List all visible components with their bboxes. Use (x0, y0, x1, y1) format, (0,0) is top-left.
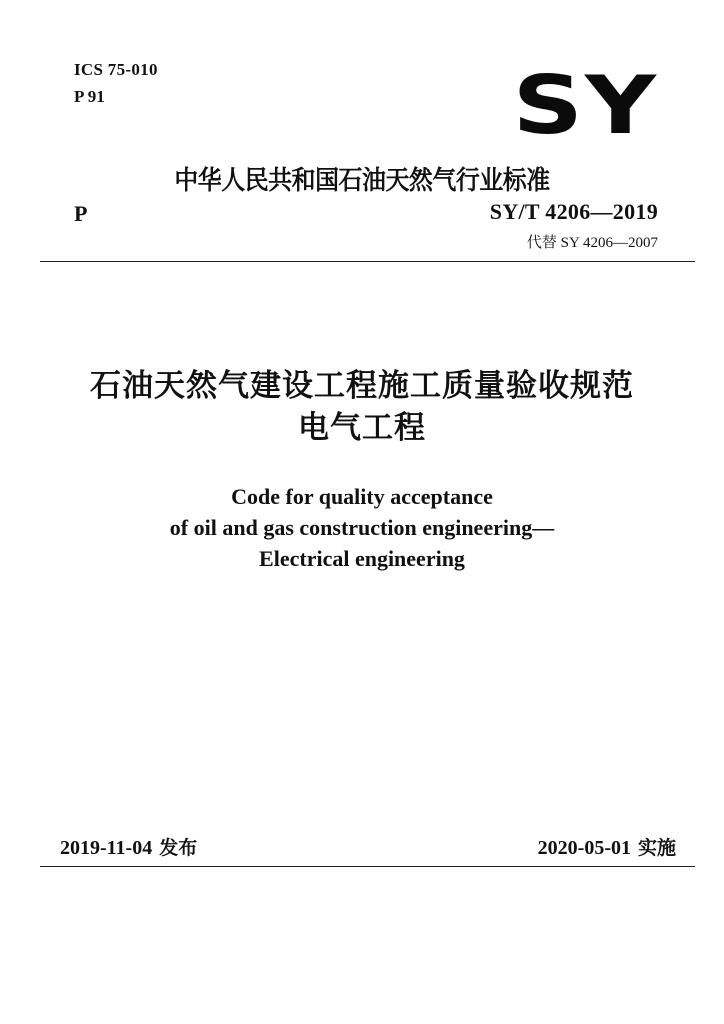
sy-logo: SY (512, 59, 658, 153)
implement-label: 实施 (637, 837, 676, 859)
industry-standard-heading (0, 160, 724, 197)
bottom-divider (40, 866, 695, 867)
classification-code: P 91 (74, 87, 105, 106)
replaces-standard: 代替 SY 4206—2007 (526, 235, 658, 251)
english-title-line-3: Electrical engineering (259, 546, 465, 571)
english-title-line-1: Code for quality acceptance (231, 484, 493, 509)
industry-standard-text: 中华人民共和国石油天然气行业标准 (174, 166, 550, 196)
english-title-line-2: of oil and gas construction engineering— (169, 515, 555, 540)
issue-label: 发布 (159, 837, 198, 859)
category-letter: P (74, 201, 88, 226)
issue-date: 2019-11-04 (60, 837, 153, 859)
implement-date-block (538, 833, 676, 860)
standard-number: SY/T 4206—2019 (489, 199, 658, 224)
implement-date: 2020-05-01 (537, 837, 631, 859)
ics-code: ICS 75-010 (74, 60, 158, 79)
chinese-title-line-1: 石油天然气建设工程施工质量验收规范 (90, 368, 634, 404)
issue-date-block (60, 833, 197, 860)
top-divider (40, 261, 695, 262)
chinese-title-line-2: 电气工程 (298, 410, 426, 446)
